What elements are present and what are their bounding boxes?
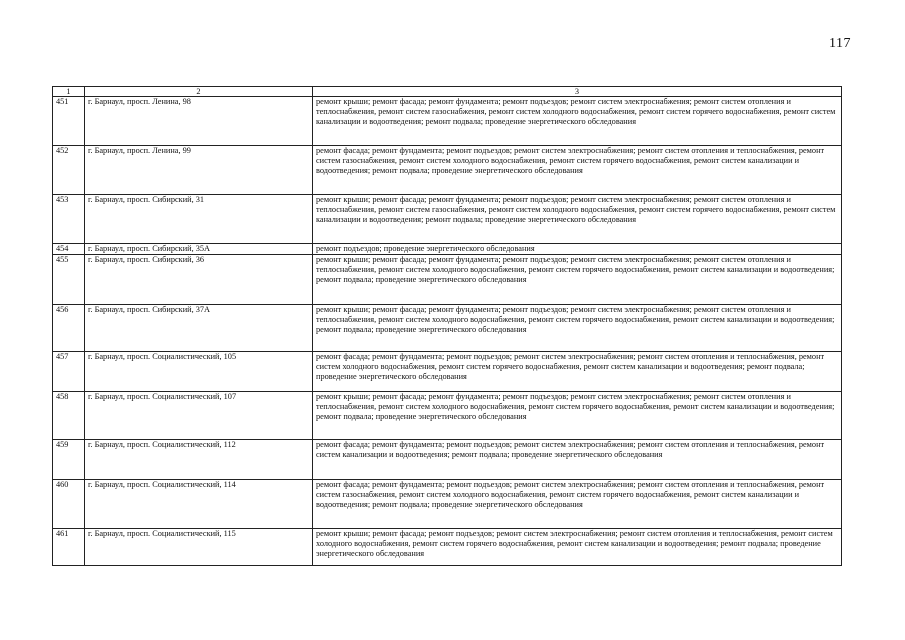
table-row: [53, 480, 842, 529]
row-address: г. Барнаул, просп. Социалистический, 112: [85, 440, 313, 480]
table-row: [53, 440, 842, 480]
row-works: ремонт фасада; ремонт фундамента; ремонт подъездов; ремонт систем электроснабжения; ремонт систем отопления и теплоснабжения, ремонт систем газоснабжения, ремонт систем холодного водоснабжения, ремонт систем горячего водоснабжения, ремонт систем канализации и водоотведения; ремонт подвала; проведение энергетического обследования: [313, 480, 842, 529]
row-number: 461: [53, 529, 85, 566]
table-row: [53, 529, 842, 566]
row-address: г. Барнаул, просп. Социалистический, 115: [85, 529, 313, 566]
row-works: ремонт фасада; ремонт фундамента; ремонт подъездов; ремонт систем электроснабжения; ремонт систем отопления и теплоснабжения, ремонт систем канализации и водоотведения; ремонт подвала; проведение энергетического обследования: [313, 440, 842, 480]
row-address: г. Барнаул, просп. Социалистический, 114: [85, 480, 313, 529]
table-row: [53, 305, 842, 352]
header-col-1: 1: [53, 87, 85, 97]
row-number: 460: [53, 480, 85, 529]
page-number: 117: [829, 36, 851, 51]
table-row: [53, 195, 842, 244]
row-works: ремонт фасада; ремонт фундамента; ремонт подъездов; ремонт систем электроснабжения; ремонт систем отопления и теплоснабжения, ремонт систем холодного водоснабжения, ремонт систем горячего водоснабжения, ремонт систем канализации и водоотведения; ремонт подвала; проведение энергетического обследования: [313, 352, 842, 392]
row-address: г. Барнаул, просп. Сибирский, 35А: [85, 244, 313, 255]
row-address: г. Барнаул, просп. Ленина, 99: [85, 146, 313, 195]
row-address: г. Барнаул, просп. Сибирский, 37А: [85, 305, 313, 352]
table-row: [53, 244, 842, 255]
row-works: ремонт крыши; ремонт фасада; ремонт фундамента; ремонт подъездов; ремонт систем электроснабжения; ремонт систем отопления и теплоснабжения, ремонт систем газоснабжения, ремонт систем холодного водоснабжения, ремонт систем горячего водоснабжения, ремонт систем канализации и водоотведения; ремонт подвала; проведение энергетического обследования: [313, 97, 842, 146]
row-number: 459: [53, 440, 85, 480]
repair-works-table: [52, 86, 842, 566]
table-row: [53, 146, 842, 195]
row-address: г. Барнаул, просп. Сибирский, 36: [85, 255, 313, 305]
table-row: [53, 255, 842, 305]
table-row: [53, 352, 842, 392]
row-works: ремонт фасада; ремонт фундамента; ремонт подъездов; ремонт систем электроснабжения; ремонт систем отопления и теплоснабжения, ремонт систем газоснабжения, ремонт систем холодного водоснабжения, ремонт систем горячего водоснабжения, ремонт систем канализации и водоотведения; ремонт подвала; проведение энергетического обследования: [313, 146, 842, 195]
row-number: 456: [53, 305, 85, 352]
table-row: [53, 97, 842, 146]
header-col-2: 2: [85, 87, 313, 97]
row-number: 458: [53, 392, 85, 440]
table-row: [53, 392, 842, 440]
row-address: г. Барнаул, просп. Социалистический, 107: [85, 392, 313, 440]
row-number: 453: [53, 195, 85, 244]
row-number: 454: [53, 244, 85, 255]
row-address: г. Барнаул, просп. Социалистический, 105: [85, 352, 313, 392]
row-address: г. Барнаул, просп. Ленина, 98: [85, 97, 313, 146]
row-works: ремонт крыши; ремонт фасада; ремонт фундамента; ремонт подъездов; ремонт систем электроснабжения; ремонт систем отопления и теплоснабжения, ремонт систем холодного водоснабжения, ремонт систем горячего водоснабжения, ремонт систем канализации и водоотведения; ремонт подвала; проведение энергетического обследования: [313, 392, 842, 440]
row-works: ремонт крыши; ремонт фасада; ремонт фундамента; ремонт подъездов; ремонт систем электроснабжения; ремонт систем отопления и теплоснабжения, ремонт систем холодного водоснабжения, ремонт систем горячего водоснабжения, ремонт систем канализации и водоотведения; ремонт подвала; проведение энергетического обследования: [313, 255, 842, 305]
row-works: ремонт крыши; ремонт фасада; ремонт фундамента; ремонт подъездов; ремонт систем электроснабжения; ремонт систем отопления и теплоснабжения, ремонт систем газоснабжения, ремонт систем холодного водоснабжения, ремонт систем горячего водоснабжения, ремонт систем канализации и водоотведения; ремонт подвала; проведение энергетического обследования: [313, 195, 842, 244]
row-address: г. Барнаул, просп. Сибирский, 31: [85, 195, 313, 244]
header-col-3: 3: [313, 87, 842, 97]
row-number: 451: [53, 97, 85, 146]
row-works: ремонт крыши; ремонт фасада; ремонт фундамента; ремонт подъездов; ремонт систем электроснабжения; ремонт систем отопления и теплоснабжения, ремонт систем холодного водоснабжения, ремонт систем горячего водоснабжения, ремонт систем канализации и водоотведения; ремонт подвала; проведение энергетического обследования: [313, 305, 842, 352]
row-number: 452: [53, 146, 85, 195]
row-works: ремонт подъездов; проведение энергетического обследования: [313, 244, 842, 255]
table-header-row: [53, 87, 842, 97]
row-works: ремонт крыши; ремонт фасада; ремонт подъездов; ремонт систем электроснабжения; ремонт систем отопления и теплоснабжения, ремонт систем холодного водоснабжения, ремонт систем горячего водоснабжения, ремонт систем канализации и водоотведения; ремонт подвала; проведение энергетического обследования: [313, 529, 842, 566]
row-number: 455: [53, 255, 85, 305]
row-number: 457: [53, 352, 85, 392]
